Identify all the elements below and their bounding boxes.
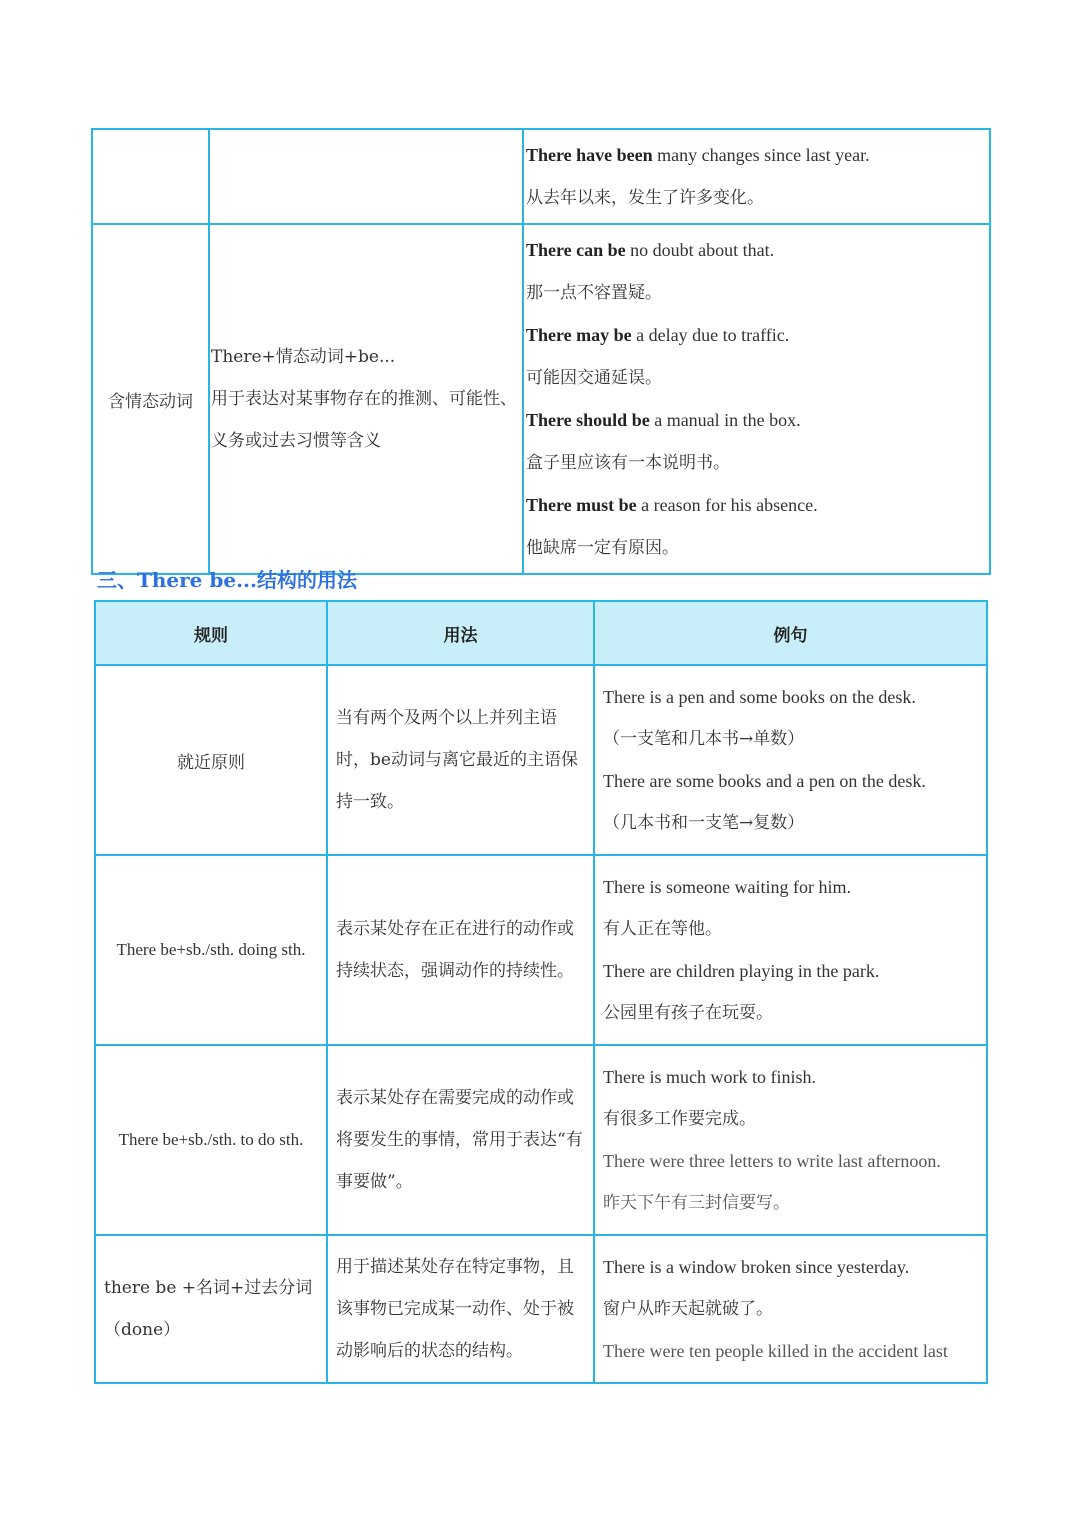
category-cell-empty (92, 129, 209, 224)
example-line: There must be a reason for his absence. (526, 495, 818, 515)
rule-cell: there be +名词+过去分词（done） (95, 1235, 327, 1383)
example-line: There may be a delay due to traffic. (526, 325, 790, 345)
example-translation: 有很多工作要完成。 (603, 1109, 756, 1129)
example-cell (523, 224, 990, 574)
example-line: There were ten people killed in the accident last (603, 1341, 948, 1361)
example-line: There is a pen and some books on the desk. (603, 687, 916, 707)
example-cell (594, 665, 987, 855)
description-cell (209, 224, 523, 574)
example-cell (594, 855, 987, 1045)
usage-cell: 表示某处存在需要完成的动作或将要发生的事情，常用于表达“有事要做”。 (327, 1045, 594, 1235)
structure-formula: There+情态动词+be... (211, 347, 396, 367)
table-row (92, 224, 990, 574)
description-cell-empty (209, 129, 523, 224)
example-line: There is a window broken since yesterday. (603, 1257, 910, 1277)
category-cell: 含情态动词 (92, 224, 209, 574)
example-line: There can be no doubt about that. (526, 240, 775, 260)
example-line: There are children playing in the park. (603, 961, 880, 981)
usage-cell: 用于描述某处存在特定事物，且该事物已完成某一动作、处于被动影响后的状态的结构。 (327, 1235, 594, 1383)
example-line: There were three letters to write last afternoon. (603, 1151, 941, 1171)
example-translation: 可能因交通延误。 (526, 367, 662, 388)
example-line: There are some books and a pen on the desk. (603, 771, 926, 791)
example-note: （一支笔和几本书→单数） (603, 729, 805, 749)
header-example: 例句 (594, 601, 987, 665)
example-translation: 公园里有孩子在玩耍。 (603, 1003, 773, 1023)
usage-cell: 表示某处存在正在进行的动作或持续状态，强调动作的持续性。 (327, 855, 594, 1045)
usage-table (94, 600, 988, 1384)
table-header-row (95, 601, 987, 665)
example-translation: 那一点不容置疑。 (526, 282, 662, 303)
table-row (95, 665, 987, 855)
example-translation: 有人正在等他。 (603, 919, 722, 939)
example-translation: 盒子里应该有一本说明书。 (526, 452, 730, 473)
modal-structure-table (91, 128, 991, 575)
table-row (95, 855, 987, 1045)
example-cell (594, 1045, 987, 1235)
rule-cell: 就近原则 (95, 665, 327, 855)
usage-cell: 当有两个及两个以上并列主语时，be动词与离它最近的主语保持一致。 (327, 665, 594, 855)
table-row (95, 1045, 987, 1235)
structure-description: 用于表达对某事物存在的推测、可能性、义务或过去习惯等含义 (211, 389, 517, 451)
example-cell (523, 129, 990, 224)
example-translation: 从去年以来，发生了许多变化。 (526, 187, 764, 208)
header-usage: 用法 (327, 601, 594, 665)
example-line: There have been many changes since last year. (526, 145, 870, 165)
table-row (95, 1235, 987, 1383)
example-cell (594, 1235, 987, 1383)
example-translation: 昨天下午有三封信要写。 (603, 1193, 790, 1213)
example-translation: 窗户从昨天起就破了。 (603, 1299, 773, 1319)
header-rule: 规则 (95, 601, 327, 665)
example-line: There is someone waiting for him. (603, 877, 851, 897)
example-line: There is much work to finish. (603, 1067, 816, 1087)
rule-cell: There be+sb./sth. doing sth. (95, 855, 327, 1045)
example-note: （几本书和一支笔→复数） (603, 813, 805, 833)
section-heading: 三、There be...结构的用法 (97, 568, 357, 592)
table-row (92, 129, 990, 224)
rule-cell: There be+sb./sth. to do sth. (95, 1045, 327, 1235)
example-line: There should be a manual in the box. (526, 410, 801, 430)
example-translation: 他缺席一定有原因。 (526, 537, 679, 558)
